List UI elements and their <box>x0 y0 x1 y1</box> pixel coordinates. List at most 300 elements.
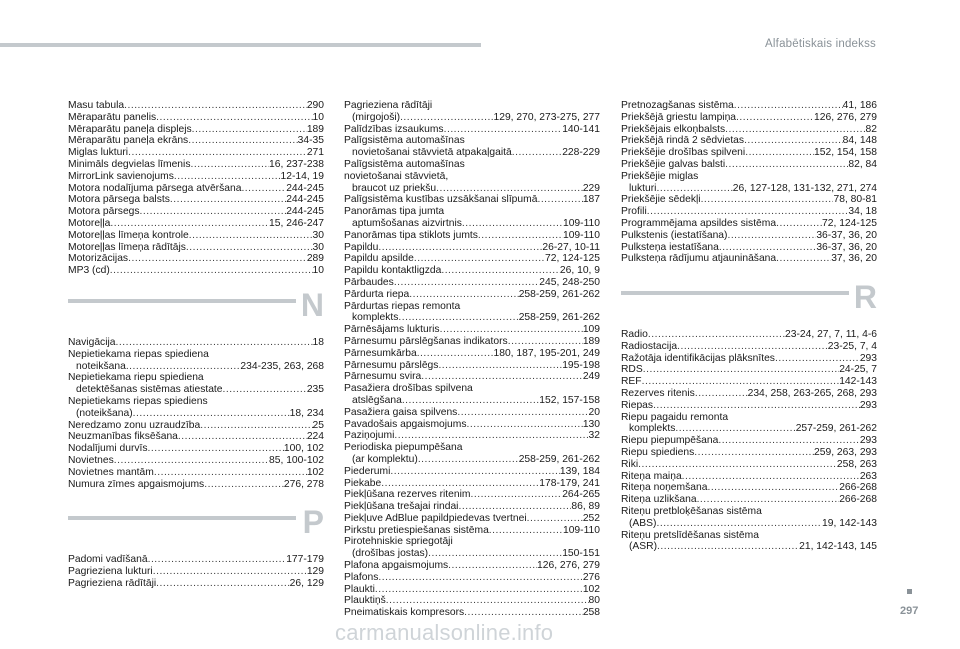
leader-dots <box>682 471 860 483</box>
index-entry <box>68 230 324 242</box>
index-entry-term: Navigācija <box>68 337 116 348</box>
index-entry-heading: Priekšējie miglas <box>621 170 699 182</box>
index-entry-term: Piekļuve AdBlue papildpiedevas tvertnei <box>344 512 527 524</box>
index-entry <box>68 206 324 218</box>
index-entry <box>68 408 324 420</box>
leader-dots <box>114 455 269 467</box>
section-divider <box>621 291 849 295</box>
index-entry-pages: 19, 142-143 <box>822 517 877 529</box>
leader-dots <box>648 329 785 341</box>
index-entry-pages: 178-179, 241 <box>539 477 600 489</box>
index-entry-pages: 129, 270, 273-275, 277 <box>493 111 600 123</box>
index-entry-pages: 244-245 <box>286 206 324 218</box>
index-entry <box>344 584 600 596</box>
index-entry <box>621 329 877 341</box>
index-entry-term: Novietnes mantām <box>68 466 154 478</box>
index-entry <box>344 230 600 242</box>
index-entry-pages: 290 <box>306 100 324 111</box>
index-entry-pages: 293 <box>859 352 877 364</box>
leader-dots <box>398 312 518 324</box>
index-entry-term: (mirgojoši) <box>352 111 401 123</box>
leader-dots <box>776 218 822 230</box>
index-entry <box>621 230 877 242</box>
index-entry <box>344 478 600 490</box>
section-divider <box>68 516 296 520</box>
index-entry-term: Priekšējie galvas balsti <box>621 158 726 170</box>
index-entry <box>344 454 600 466</box>
index-entry <box>68 479 324 491</box>
leader-dots <box>638 459 837 471</box>
index-entry-pages: 130 <box>582 418 600 430</box>
index-entry-pages: 32 <box>588 430 600 442</box>
index-entry-term: Papildu apsilde <box>344 253 414 265</box>
index-entry-term: Radiostacija <box>621 340 678 352</box>
index-entry-term: Motoreļļa <box>68 217 111 229</box>
index-entry-term: Plafons <box>344 571 379 583</box>
index-entry <box>68 566 324 578</box>
index-entry-pages: 82 <box>865 123 877 135</box>
index-entry-pages: 258-259, 261-262 <box>518 312 600 324</box>
leader-dots <box>675 423 795 435</box>
index-entry-term: RDS <box>621 364 643 376</box>
index-entry-pages: 25 <box>312 419 324 431</box>
index-entry-term: Pretnozagšanas sistēma <box>621 100 734 111</box>
section-r <box>621 279 877 553</box>
index-entry-pages: 85, 100-102 <box>269 454 324 466</box>
index-entry <box>621 218 877 230</box>
index-entry <box>344 112 600 124</box>
index-entry-term: Riteņa maiņa <box>621 470 682 482</box>
index-entry <box>68 384 324 396</box>
leader-dots <box>701 194 834 206</box>
index-entry-pages: 249 <box>582 371 600 383</box>
leader-dots <box>719 242 816 254</box>
index-entry <box>621 159 877 171</box>
leader-dots <box>657 541 799 553</box>
leader-dots <box>204 479 284 491</box>
section-r-items <box>621 329 877 553</box>
index-entry-term: MirrorLink savienojums <box>68 170 174 182</box>
index-entry-term: (ar komplektu) <box>352 453 418 465</box>
index-column-1 <box>68 100 324 277</box>
leader-dots <box>133 408 290 420</box>
index-entry-term: Riepu piepumpēšana <box>621 435 719 447</box>
index-entry-pages: 289 <box>306 253 324 265</box>
index-entry-term: Paziņojumi <box>344 430 395 442</box>
leader-dots <box>421 371 583 383</box>
index-entry <box>344 466 600 478</box>
index-entry-heading: Riteņu pretbloķēšanas sistēma <box>621 505 762 517</box>
index-entry-pages: 293 <box>859 399 877 411</box>
index-entry <box>621 135 877 147</box>
index-entry-heading: Periodiska piepumpēšana <box>344 442 463 454</box>
leader-dots <box>725 159 848 171</box>
index-entry-term: Rezerves ritenis <box>621 387 695 399</box>
leader-dots <box>154 467 307 479</box>
leader-dots <box>458 501 571 513</box>
index-entry-heading: Pagrieziena rādītāji <box>344 100 433 111</box>
index-entry-term: Motoreļļas līmeņa rādītājs <box>68 241 186 253</box>
index-entry <box>344 419 600 431</box>
index-entry-heading: Panorāmas tipa jumta <box>344 206 445 218</box>
index-entry-pages: 23-25, 7, 4 <box>827 340 877 352</box>
index-entry-term: REF <box>621 376 642 388</box>
index-entry <box>344 183 600 195</box>
index-entry <box>621 541 877 553</box>
index-entry-term: komplekts <box>352 312 399 324</box>
leader-dots <box>223 384 307 396</box>
leader-dots <box>448 560 537 572</box>
leader-dots <box>192 124 307 136</box>
index-entry-term: Nodalījumi durvīs <box>68 443 148 455</box>
index-entry-heading: Riteņu pretslīdēšanas sistēma <box>621 529 759 541</box>
index-entry-term: Panorāmas tipa stiklots jumts <box>344 229 478 241</box>
leader-dots <box>736 112 814 124</box>
index-entry <box>621 388 877 400</box>
index-entry-term: Riteņa noņemšana <box>621 482 708 494</box>
leader-dots <box>200 420 312 432</box>
index-entry <box>68 554 324 566</box>
index-entry-term: Motora pārsega balsts <box>68 194 170 206</box>
leader-dots <box>126 361 241 373</box>
index-entry-pages: 20 <box>588 406 600 418</box>
index-entry <box>68 218 324 230</box>
index-entry-term: Motoreļļas līmeņa kontrole <box>68 229 189 241</box>
index-entry-term: Programmējama apsildes sistēma <box>621 217 777 229</box>
leader-dots <box>188 135 297 147</box>
index-entry-term: Riki <box>621 458 639 470</box>
leader-dots <box>140 206 287 218</box>
index-entry <box>68 361 324 373</box>
index-entry <box>621 194 877 206</box>
index-entry <box>344 513 600 525</box>
index-entry-term: Motora pārsegs <box>68 206 140 218</box>
section-letter-p: P <box>302 504 324 540</box>
leader-dots <box>124 100 307 112</box>
index-entry <box>344 489 600 501</box>
leader-dots <box>381 478 539 490</box>
leader-dots <box>116 337 313 349</box>
index-entry-pages: 26, 129 <box>289 577 324 589</box>
index-entry <box>621 253 877 265</box>
index-entry <box>621 494 877 506</box>
leader-dots <box>190 159 269 171</box>
leader-dots <box>775 353 860 365</box>
index-entry-pages: 37, 36, 20 <box>831 253 877 265</box>
index-entry-pages: 189 <box>582 335 600 347</box>
index-entry <box>68 337 324 349</box>
index-entry-term: Riteņa uzlikšana <box>621 494 697 506</box>
index-entry-pages: 126, 276, 279 <box>537 560 600 572</box>
index-entry <box>621 423 877 435</box>
leader-dots <box>174 171 281 183</box>
index-entry-term: Mēraparātu paneļa ekrāns <box>68 135 189 147</box>
leader-dots <box>156 112 312 124</box>
index-entry-pages: 24-25, 7 <box>839 364 877 376</box>
leader-dots <box>241 183 286 195</box>
index-entry-term: Pulkstenis (iestatīšana) <box>621 229 728 241</box>
index-entry-pages: 263 <box>859 470 877 482</box>
index-entry-pages: 109-110 <box>562 229 600 241</box>
index-entry-pages: 259, 263, 293 <box>814 446 877 458</box>
index-entry <box>68 159 324 171</box>
leader-dots <box>718 435 859 447</box>
index-entry-term: Profili <box>621 206 647 218</box>
page-marker-dot <box>907 589 912 594</box>
section-letter-n: N <box>300 287 324 323</box>
leader-dots <box>444 124 563 136</box>
leader-dots <box>128 253 307 265</box>
index-entry-term: novietošanai stāvvietā atpakaļgaitā <box>352 147 512 159</box>
index-entry-pages: 180, 187, 195-201, 249 <box>493 347 600 359</box>
leader-dots <box>110 218 269 230</box>
index-entry-pages: 258, 263 <box>836 458 877 470</box>
index-entry-term: Pulksteņa rādījumu atjaunināšana <box>621 253 777 265</box>
leader-dots <box>725 124 865 136</box>
index-entry-pages: 18, 234 <box>289 407 324 419</box>
index-entry-pages: 10 <box>312 111 324 123</box>
index-entry-term: Mēraparātu paneļa displejs <box>68 123 192 135</box>
index-entry-term: Plauktiņš <box>344 595 386 607</box>
index-entry-pages: 15, 246-247 <box>269 217 324 229</box>
index-entry-term: Masu tabula <box>68 100 125 111</box>
leader-dots <box>402 395 539 407</box>
index-column-2 <box>344 100 600 619</box>
leader-dots <box>414 253 545 265</box>
index-entry <box>621 206 877 218</box>
leader-dots <box>707 482 839 494</box>
index-entry-pages: 266-268 <box>839 494 877 506</box>
index-entry-pages: 26, 10, 9 <box>559 265 600 277</box>
index-entry <box>621 459 877 471</box>
index-entry-term: Miglas lukturi <box>68 147 129 159</box>
index-entry-pages: 257-259, 261-262 <box>795 423 877 435</box>
index-entry-term: MP3 (cd) <box>68 265 110 277</box>
index-entry-pages: 195-198 <box>562 359 600 371</box>
index-entry <box>621 364 877 376</box>
leader-dots <box>656 518 822 530</box>
index-entry <box>621 341 877 353</box>
index-entry-heading: Pirotehniskie spriegotāji <box>344 536 453 548</box>
index-entry <box>68 112 324 124</box>
leader-dots <box>110 265 313 277</box>
index-entry-pages: 41, 186 <box>842 100 877 111</box>
index-entry-term: Motora nodalījuma pārsega atvēršana <box>68 182 242 194</box>
index-entry-pages: 245, 248-250 <box>539 276 600 288</box>
section-divider <box>68 299 296 303</box>
leader-dots <box>537 194 582 206</box>
index-entry-term: Pārnesumu svira <box>344 371 422 383</box>
index-entry-pages: 152, 157-158 <box>539 394 600 406</box>
leader-dots <box>677 341 828 353</box>
index-entry-pages: 109 <box>582 324 600 336</box>
index-entry-heading: Nepietiekama riepas spiediena <box>68 348 209 360</box>
leader-dots <box>508 336 583 348</box>
index-entry <box>344 253 600 265</box>
index-entry-term: Riepu spiediens <box>621 446 695 458</box>
index-entry-term: Piekļūšana trešajai rindai <box>344 501 459 513</box>
index-entry-pages: 78, 80-81 <box>833 194 877 206</box>
index-entry-pages: 23-24, 27, 7, 11, 4-6 <box>785 329 877 340</box>
leader-dots <box>642 376 840 388</box>
index-entry-term: Pārnēsājams lukturis <box>344 324 440 336</box>
index-entry-pages: 126, 276, 279 <box>814 111 877 123</box>
index-entry <box>621 471 877 483</box>
leader-dots <box>527 513 583 525</box>
index-entry-term: Priekšējie sēdekļi <box>621 194 701 206</box>
index-entry <box>344 147 600 159</box>
index-entry-term: Palīgsistēma kustības uzsākšanai slīpumā <box>344 194 538 206</box>
index-entry-term: Pagrieziena rādītāji <box>68 577 157 589</box>
index-entry <box>68 194 324 206</box>
index-entry <box>344 265 600 277</box>
index-entry <box>68 443 324 455</box>
index-entry <box>68 171 324 183</box>
index-entry <box>344 277 600 289</box>
index-entry-term: Plaukti <box>344 583 375 595</box>
index-entry-term: Palīdzības izsaukums <box>344 123 444 135</box>
index-entry-term: Mēraparātu panelis <box>68 111 157 123</box>
leader-dots <box>694 447 814 459</box>
index-entry-pages: 224 <box>306 431 324 443</box>
leader-dots <box>653 400 860 412</box>
index-entry <box>344 548 600 560</box>
index-entry-heading: Nepietiekams riepas spiediens <box>68 395 208 407</box>
index-entry <box>344 560 600 572</box>
leader-dots <box>745 147 814 159</box>
leader-dots <box>400 112 493 124</box>
index-entry-pages: 229 <box>582 182 600 194</box>
index-entry <box>68 265 324 277</box>
leader-dots <box>428 548 562 560</box>
page-header-title: Alfabētiskais indekss <box>765 38 876 50</box>
index-entry-pages: 258 <box>582 607 600 619</box>
index-entry-term: aptumšošanas aizvirtnis <box>352 217 462 229</box>
leader-dots <box>466 419 582 431</box>
index-entry-pages: 109-110 <box>562 524 600 536</box>
index-entry-term: Ražotāja identifikācijas plāksnītes <box>621 352 775 364</box>
index-entry-pages: 276 <box>582 571 600 583</box>
index-entry-term: Priekšējā griestu lampiņa <box>621 111 737 123</box>
index-entry-pages: 109-110 <box>562 217 600 229</box>
index-entry <box>344 194 600 206</box>
index-entry-term: Plafona apgaismojums <box>344 560 449 572</box>
index-entry <box>621 400 877 412</box>
leader-dots <box>148 554 287 566</box>
index-entry <box>621 376 877 388</box>
index-entry-pages: 258-259, 261-262 <box>518 288 600 300</box>
index-entry-term: Neuzmanības fiksēšana <box>68 431 178 443</box>
index-entry-pages: 102 <box>306 466 324 478</box>
index-entry <box>68 135 324 147</box>
index-entry-term: Padomi vadīšanā <box>68 554 148 565</box>
index-entry <box>344 572 600 584</box>
leader-dots <box>390 466 560 478</box>
leader-dots <box>462 218 563 230</box>
index-entry <box>344 371 600 383</box>
index-entry-pages: 80 <box>588 595 600 607</box>
index-entry-pages: 258-259, 261-262 <box>518 453 600 465</box>
leader-dots <box>378 242 542 254</box>
index-entry-pages: 84, 148 <box>842 135 877 147</box>
index-entry <box>68 100 324 112</box>
leader-dots <box>418 454 519 466</box>
index-entry-term: atslēgšana <box>352 394 402 406</box>
index-entry-pages: 82, 84 <box>848 158 877 170</box>
index-entry <box>621 482 877 494</box>
leader-dots <box>148 443 284 455</box>
index-entry-term: (drošības jostas) <box>352 548 429 560</box>
index-entry-term: Pārnesumkārba <box>344 347 417 359</box>
leader-dots <box>647 206 849 218</box>
index-entry <box>68 147 324 159</box>
index-entry-term: Pneimatiskais kompresors <box>344 607 465 619</box>
leader-dots <box>695 388 748 400</box>
leader-dots <box>409 289 518 301</box>
leader-dots <box>656 183 732 195</box>
index-entry-pages: 72, 124-125 <box>545 253 600 265</box>
index-entry-pages: 100, 102 <box>283 443 324 455</box>
index-entry <box>621 435 877 447</box>
index-entry <box>68 431 324 443</box>
index-entry-pages: 235 <box>306 384 324 396</box>
index-entry-pages: 21, 142-143, 145 <box>799 541 877 553</box>
index-entry-heading: Riepu pagaidu remonta <box>621 411 729 423</box>
leader-dots <box>727 230 816 242</box>
index-entry-pages: 34-35 <box>297 135 324 147</box>
index-entry-term: Riepas <box>621 399 654 411</box>
header-rule <box>0 43 481 47</box>
index-entry-heading: Palīgsistēma automašīnas <box>344 135 465 147</box>
index-entry-term: Pavadošais apgaismojums <box>344 418 467 430</box>
index-entry <box>344 395 600 407</box>
index-entry-pages: 142-143 <box>839 376 877 388</box>
index-entry <box>621 100 877 112</box>
index-entry <box>68 242 324 254</box>
index-entry <box>621 183 877 195</box>
index-entry-term: Piederumi <box>344 465 391 477</box>
index-entry <box>68 420 324 432</box>
index-entry-pages: 18 <box>312 337 324 348</box>
index-entry-term: Pārdurta riepa <box>344 288 410 300</box>
index-entry-pages: 36-37, 36, 20 <box>816 229 877 241</box>
leader-dots <box>170 194 286 206</box>
index-entry-pages: 30 <box>312 241 324 253</box>
index-entry-pages: 234, 258, 263-265, 268, 293 <box>747 387 877 399</box>
index-entry-heading: novietošanai stāvvietā, <box>344 170 449 182</box>
index-entry-pages: 244-245 <box>286 182 324 194</box>
index-entry-term: detektēšanas sistēmas atiestate <box>76 384 223 396</box>
leader-dots <box>153 566 307 578</box>
leader-dots <box>478 230 563 242</box>
index-entry-pages: 72, 124-125 <box>822 217 877 229</box>
leader-dots <box>394 277 539 289</box>
index-entry <box>344 242 600 254</box>
index-entry-pages: 252 <box>582 512 600 524</box>
index-entry-pages: 26-27, 10-11 <box>542 241 600 253</box>
leader-dots <box>470 489 562 501</box>
index-entry-pages: 152, 154, 158 <box>814 147 877 159</box>
index-entry <box>344 430 600 442</box>
leader-dots <box>457 407 588 419</box>
index-entry-term: Pārbaudes <box>344 276 394 288</box>
section-p-items <box>68 554 324 589</box>
index-entry-term: Radio <box>621 329 648 340</box>
index-entry-pages: 140-141 <box>562 123 600 135</box>
index-entry-pages: 276, 278 <box>283 478 324 490</box>
index-entry-term: Pārnesumu pārslēgšanas indikators <box>344 335 508 347</box>
index-entry-pages: 264-265 <box>562 489 600 501</box>
